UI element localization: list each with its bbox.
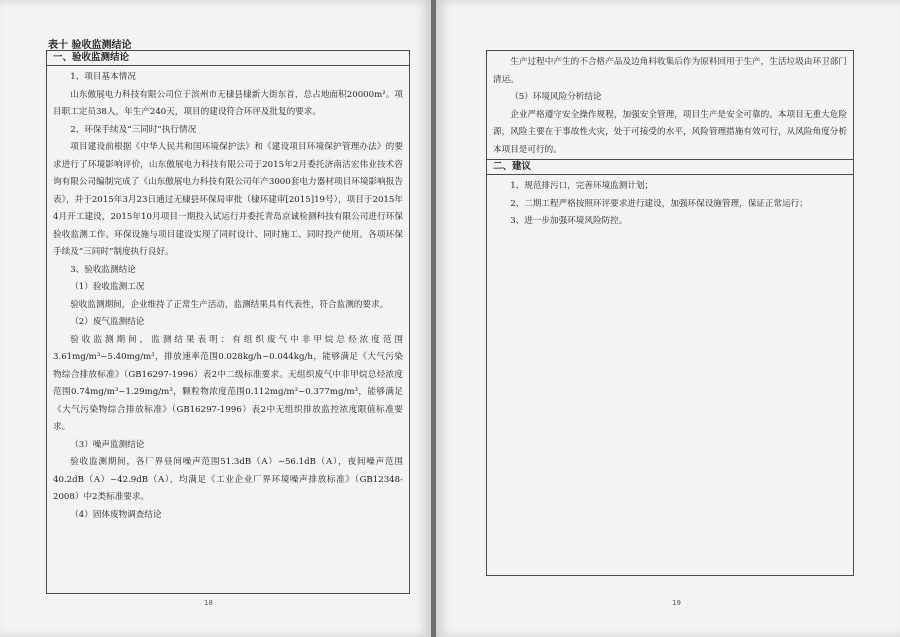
heading-risk-analysis: （5）环境风险分析结论	[510, 92, 602, 102]
suggestion-3: 3、进一步加强环境风险防控。	[510, 216, 628, 226]
paragraph-exhaust-gas: 验收监测期间，监测结果表明：有组织废气中非甲烷总烃浓度范围3.61mg/m³~5.40mg/m³，排放速率范围0.028kg/h~0.044kg/h，能够满足《大气污染物综合排放标准》（GB16297-1996）表2中二级标准要求。无组织废气中非甲烷总烃浓度范围0.74mg/m³~1.29mg/m³，颗粒物浓度范围0.112mg/m³~0.377mg/m³，能够满足《大气污染物综合排放标准》（GB16297-1996）表2中无组织排放监控浓度限值标准要求。	[53, 334, 403, 432]
section-heading-conclusion: 一、验收监测结论	[47, 51, 409, 66]
left-page	[0, 0, 431, 637]
page-number-left: 18	[204, 599, 213, 607]
heading-project-basics: 1、项目基本情况	[70, 72, 136, 82]
suggestion-2: 2、二期工程严格按照环评要求进行建设，加强环保设施管理，保证正常运行；	[510, 198, 808, 209]
heading-noise: （3）噪声监测结论	[70, 439, 145, 450]
paragraph-noise: 验收监测期间，各厂界昼间噪声范围51.3dB（A）~56.1dB（A），夜间噪声范围40.2dB（A）~42.9dB（A），均满足《工业企业厂界环境噪声排放标准》（GB12348-2008）中2类标准要求。	[53, 457, 403, 502]
section-heading-suggestions: 二、建议	[487, 159, 853, 175]
left-table-frame	[46, 50, 410, 594]
paragraph-working-conditions: 验收监测期间，企业维持了正常生产活动，监测结果具有代表性，符合监测的要求。	[70, 299, 389, 310]
heading-env-procedures: 2、环保手续及“三同时”执行情况	[70, 124, 197, 135]
suggestion-1: 1、规范排污口，完善环境监测计划；	[510, 181, 654, 191]
paragraph-project-basics: 山东傲展电力科技有限公司位于滨州市无棣县棣新大街东首，总占地面积20000m²。项目职工定员38人，年生产240天，项目的建设符合环评及批复的要求。	[53, 89, 403, 117]
right-content-suggestions	[487, 175, 853, 231]
heading-solid-waste: （4）固体废物调查结论	[70, 509, 162, 520]
paragraph-solid-waste: 生产过程中产生的不合格产品及边角料收集后作为原料回用于生产，生活垃圾由环卫部门清运。	[493, 57, 847, 85]
paragraph-env-procedures: 项目建设前根据《中华人民共和国环境保护法》和《建设项目环境保护管理办法》的要求进行了环境影响评价，山东傲展电力科技有限公司于2015年2月委托济南洁宏伟业技术咨询有限公司编制完成了《山东傲展电力科技有限公司年产3000套电力器材项目环境影响报告表》，并于2015年3月23日通过无棣县环保局审批（棣环建审[2015]19号），项目于2015年4月开工建设，2015年10月项目一期投入试运行并委托青岛京诚检测科技有限公司进行环保验收监测工作。环保设施与项目建设实现了同时设计、同时施工、同时投产使用。各项环保手续及“三同时”制度执行良好。	[53, 142, 403, 257]
table-title: 表十 验收监测结论	[48, 40, 132, 51]
heading-exhaust-gas: （2）废气监测结论	[70, 317, 145, 327]
heading-working-conditions: （1）验收监测工况	[70, 282, 145, 292]
heading-monitoring-conclusion: 3、验收监测结论	[70, 264, 136, 275]
page-number-right: 19	[672, 599, 681, 607]
right-content-top	[487, 51, 853, 159]
left-content	[47, 66, 409, 524]
right-table-frame	[486, 50, 854, 576]
right-page	[436, 0, 900, 637]
paragraph-risk-analysis: 企业严格遵守安全操作规程，加强安全管理，项目生产是安全可靠的。本项目无重大危险源，风险主要在于事故性火灾，处于可接受的水平，风险管理措施有效可行，从风险角度分析本项目是可行的。	[493, 109, 847, 155]
